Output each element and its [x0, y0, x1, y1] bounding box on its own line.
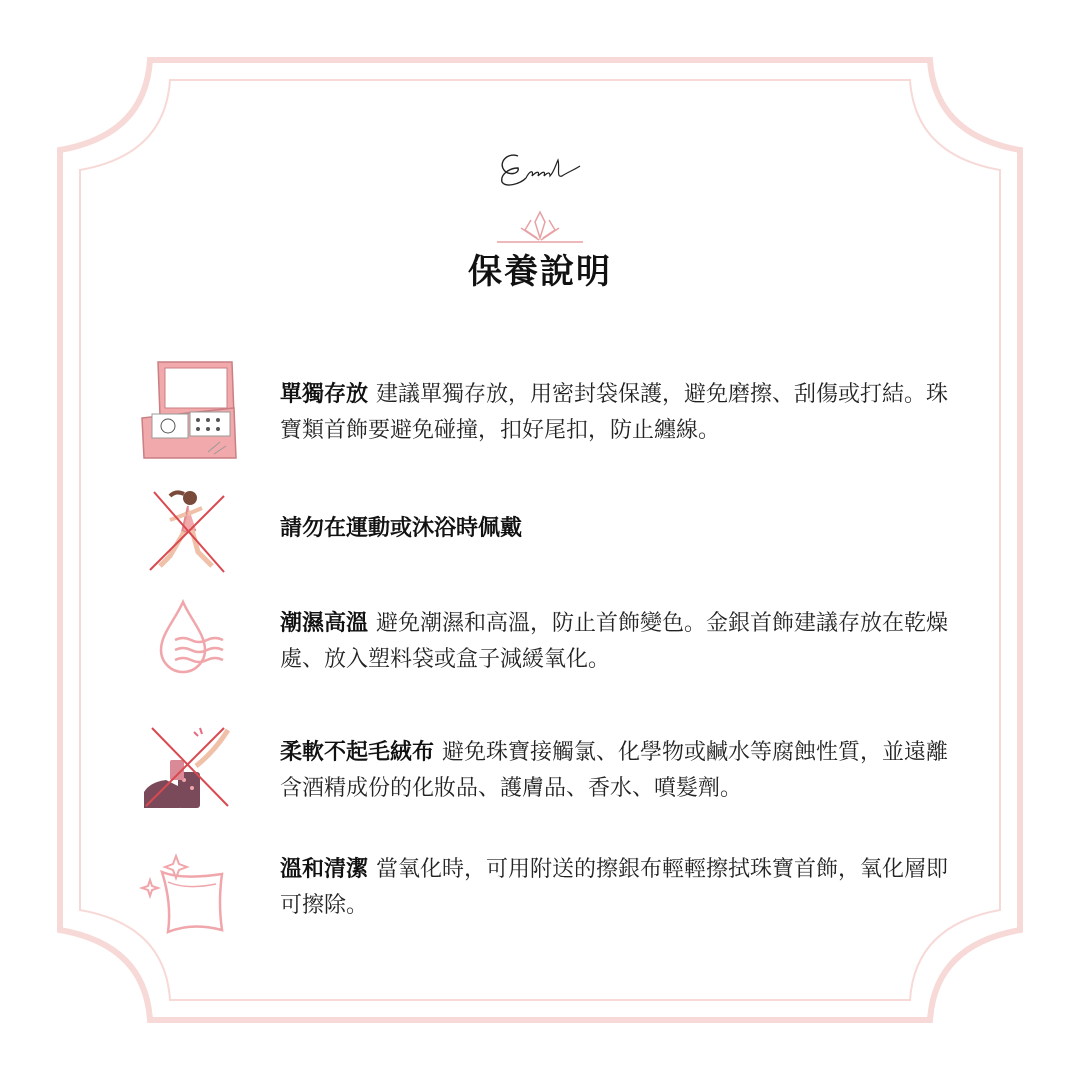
no-perfume-icon [140, 722, 234, 812]
list-item [280, 377, 960, 449]
item-text: 建議單獨存放，用密封袋保護，避免磨擦、刮傷或打結。珠寶類首飾要避免碰撞，扣好尾扣，防止纏線。 [280, 382, 949, 443]
list-item [280, 852, 960, 924]
item-heading: 單獨存放 [280, 382, 369, 407]
item-heading: 請勿在運動或沐浴時佩戴 [280, 516, 523, 541]
item-text: 避免潮濕和高溫，防止首飾變色。金銀首飾建議存放在乾燥處、放入塑料袋或盒子減緩氧化。 [280, 611, 949, 672]
item-text: 避免珠寶接觸氯、化學物或鹹水等腐蝕性質，並遠離含酒精成份的化妝品、護膚品、香水、噴髮劑。 [280, 740, 949, 801]
jewelry-box-icon [138, 356, 242, 460]
item-heading: 潮濕高溫 [280, 611, 369, 636]
page-title: 保養說明 [468, 252, 612, 292]
item-text: 當氧化時，可用附送的擦銀布輕輕擦拭珠寶首飾，氧化層即可擦除。 [280, 857, 949, 918]
cleaning-cloth-icon [138, 852, 228, 936]
list-item [280, 511, 960, 547]
title-ornament [495, 208, 585, 244]
list-item [280, 606, 960, 678]
item-heading: 柔軟不起毛絨布 [280, 740, 435, 765]
item-heading: 溫和清潔 [280, 857, 369, 882]
brand-logo [490, 138, 590, 192]
list-item [280, 735, 960, 807]
no-running-icon [140, 486, 232, 578]
water-drop-icon [155, 598, 235, 678]
